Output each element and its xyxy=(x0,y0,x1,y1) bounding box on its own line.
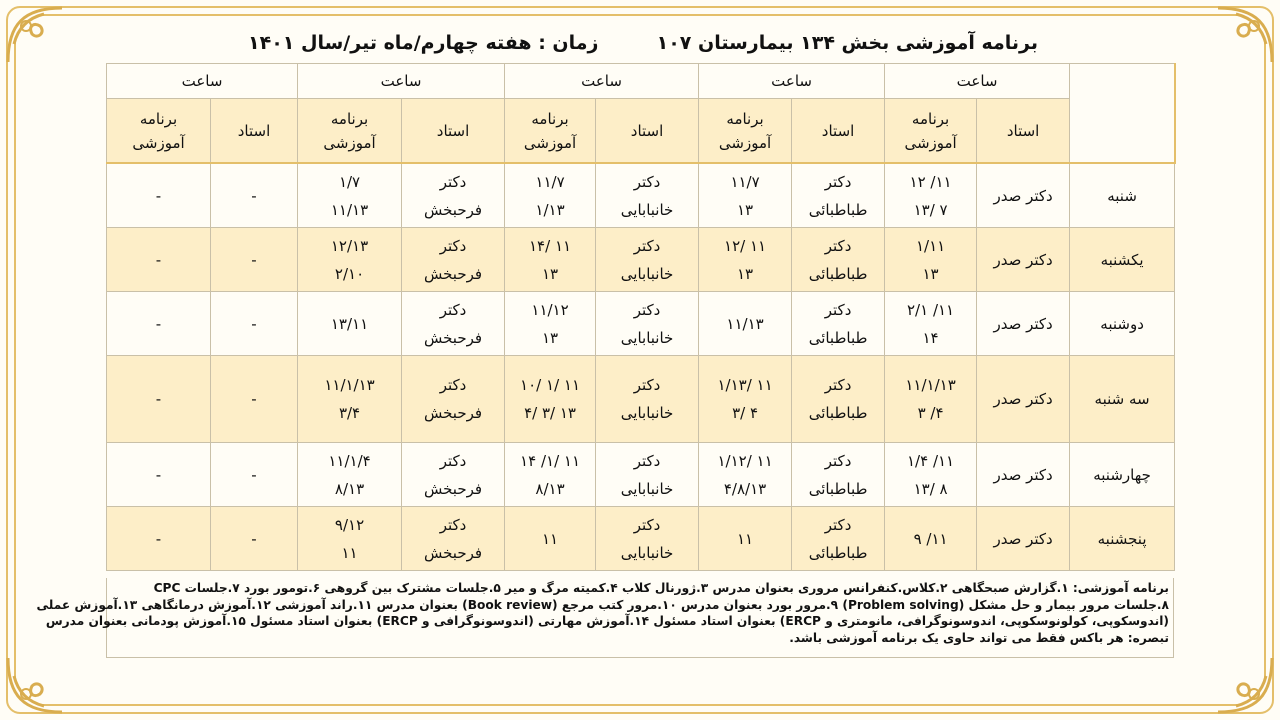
teacher-cell: دکتر فرحبخش xyxy=(402,163,505,228)
frame-left-rule xyxy=(14,40,16,680)
program-header: برنامه آموزشی xyxy=(505,99,596,164)
teacher-cell: - xyxy=(211,356,298,443)
teacher-cell: دکتر صدر xyxy=(977,163,1070,228)
hour-header: ساعت xyxy=(885,64,1070,99)
footnote-line: برنامه آموزشی: ۱.گزارش صبحگاهی ۲.کلاس.کنفرانس مروری بعنوان مدرس ۳.ژورنال کلاب ۴.کمیته مرگ و میر ۵.جلسات مشترک بین گروهی ۶.تومور بورد ۷.جلسات CPC xyxy=(153,581,1169,595)
teacher-cell: دکتر صدر xyxy=(977,292,1070,356)
program-cell: ۱۱/۷ ۱/۱۳ xyxy=(505,163,596,228)
program-cell: ۱/۷ ۱۱/۱۳ xyxy=(298,163,402,228)
teacher-cell: دکتر فرحبخش xyxy=(402,356,505,443)
teacher-cell: - xyxy=(211,443,298,507)
ornament-top-left xyxy=(4,4,66,66)
teacher-cell: دکتر خانبابایی xyxy=(596,163,699,228)
program-cell: ۱۱ /۱ /۱۰ ۱۳ /۳ /۴ xyxy=(505,356,596,443)
schedule-table-wrap xyxy=(106,63,1176,571)
teacher-cell: دکتر طباطبائی xyxy=(792,228,885,292)
program-cell: - xyxy=(107,356,211,443)
teacher-header: استاد xyxy=(402,99,505,164)
teacher-cell: دکتر صدر xyxy=(977,443,1070,507)
footnote-line: (اندوسکوپی، کولونوسکوپی، اندوسونوگرافی، مانومتری و ERCP) بعنوان استاد مسئول ۱۴.آموزش مهارتی (اندوسونوگرافی و ERCP) بعنوان استاد مسئول ۱۵.آموزش پودمانی بعنوان مدرس xyxy=(45,614,1169,628)
day-cell: دوشنبه xyxy=(1070,292,1175,356)
program-cell: ۱۱ xyxy=(699,507,792,571)
day-cell: شنبه xyxy=(1070,163,1175,228)
teacher-cell: دکتر فرحبخش xyxy=(402,228,505,292)
program-header: برنامه آموزشی xyxy=(298,99,402,164)
day-row xyxy=(107,507,1175,571)
program-header: برنامه آموزشی xyxy=(699,99,792,164)
day-row xyxy=(107,292,1175,356)
program-cell: ۱۱/۱۲ ۱۳ xyxy=(505,292,596,356)
teacher-cell: دکتر صدر xyxy=(977,507,1070,571)
ornament-bottom-left xyxy=(4,654,66,716)
day-cell: پنجشنبه xyxy=(1070,507,1175,571)
teacher-header: استاد xyxy=(596,99,699,164)
teacher-cell: دکتر خانبابایی xyxy=(596,443,699,507)
day-row xyxy=(107,443,1175,507)
program-cell: ۱/۱۱ ۱۳ xyxy=(885,228,977,292)
program-cell: - xyxy=(107,443,211,507)
program-cell: ۱۱/۷ ۱۳ xyxy=(699,163,792,228)
program-cell: ۱۱ /۱۲ ۱۳ xyxy=(699,228,792,292)
teacher-cell: دکتر خانبابایی xyxy=(596,292,699,356)
teacher-cell: - xyxy=(211,507,298,571)
teacher-header: استاد xyxy=(977,99,1070,164)
ornament-top-right xyxy=(1214,4,1276,66)
hour-header-row xyxy=(107,64,1175,99)
blank-header-cell xyxy=(1070,64,1175,164)
program-cell: ۱۲/۱۳ ۲/۱۰ xyxy=(298,228,402,292)
day-cell: چهارشنبه xyxy=(1070,443,1175,507)
footnote-line: ۸.جلسات مرور بیمار و حل مشکل (Problem solving) ۹.مرور بورد بعنوان مدرس ۱۰.مرور کتب مرجع (Book review) بعنوان مدرس ۱۱.راند آموزشی ۱۲.آموزش درمانگاهی ۱۳.آموزش عملی xyxy=(36,597,1169,612)
day-cell: سه شنبه xyxy=(1070,356,1175,443)
teacher-cell: دکتر صدر xyxy=(977,228,1070,292)
day-row xyxy=(107,356,1175,443)
hour-header: ساعت xyxy=(505,64,699,99)
teacher-cell: دکتر صدر xyxy=(977,356,1070,443)
frame-right-rule xyxy=(1264,40,1266,680)
ornament-bottom-right xyxy=(1214,654,1276,716)
program-cell: ۱۱ /۱/۱۲ ۴/۸/۱۳ xyxy=(699,443,792,507)
program-cell: - xyxy=(107,163,211,228)
teacher-cell: دکتر طباطبائی xyxy=(792,443,885,507)
program-cell: - xyxy=(107,507,211,571)
program-header: برنامه آموزشی xyxy=(107,99,211,164)
program-cell: ۱۱ xyxy=(505,507,596,571)
teacher-cell: - xyxy=(211,228,298,292)
day-row xyxy=(107,163,1175,228)
schedule-time: زمان : هفته چهارم/ماه تیر/سال ۱۴۰۱ xyxy=(248,32,599,54)
footnote-box xyxy=(36,578,1174,658)
teacher-cell: دکتر فرحبخش xyxy=(402,292,505,356)
program-cell: ۱۱/۱/۱۳ ۴/ ۳ xyxy=(885,356,977,443)
program-cell: ۱۱/۱/۱۳ ۳/۴ xyxy=(298,356,402,443)
teacher-cell: دکتر خانبابایی xyxy=(596,228,699,292)
program-cell: ۱۱ /۱/ ۱۴ ۸/۱۳ xyxy=(505,443,596,507)
teacher-header: استاد xyxy=(211,99,298,164)
hour-header: ساعت xyxy=(107,64,298,99)
program-cell: ۱۱/ ۱۲ ۷ /۱۳ xyxy=(885,163,977,228)
teacher-cell: دکتر فرحبخش xyxy=(402,443,505,507)
hour-header: ساعت xyxy=(298,64,505,99)
teacher-cell: - xyxy=(211,292,298,356)
program-cell: ۱۱ /۱۴ ۱۳ xyxy=(505,228,596,292)
day-cell: یکشنبه xyxy=(1070,228,1175,292)
page-title: برنامه آموزشی بخش ۱۳۴ بیمارستان ۱۰۷ xyxy=(656,32,1038,54)
program-cell: ۹/۱۲ ۱۱ xyxy=(298,507,402,571)
teacher-cell: - xyxy=(211,163,298,228)
teacher-cell: دکتر فرحبخش xyxy=(402,507,505,571)
program-cell: ۱۱/۱/۴ ۸/۱۳ xyxy=(298,443,402,507)
subheader-row xyxy=(107,99,1175,164)
teacher-cell: دکتر طباطبائی xyxy=(792,163,885,228)
teacher-cell: دکتر خانبابایی xyxy=(596,356,699,443)
program-cell: ۱۱/ ۱/۴ ۸ /۱۳ xyxy=(885,443,977,507)
program-cell: ۱۱ /۱/۱۳ ۴ /۳ xyxy=(699,356,792,443)
teacher-cell: دکتر خانبابایی xyxy=(596,507,699,571)
teacher-cell: دکتر طباطبائی xyxy=(792,507,885,571)
day-row xyxy=(107,228,1175,292)
program-cell: ۱۱/ ۹ xyxy=(885,507,977,571)
teacher-cell: دکتر طباطبائی xyxy=(792,356,885,443)
program-cell: - xyxy=(107,228,211,292)
program-cell: - xyxy=(107,292,211,356)
program-cell: ۱۱/ ۲/۱ ۱۴ xyxy=(885,292,977,356)
schedule-table xyxy=(106,63,1176,571)
teacher-header: استاد xyxy=(792,99,885,164)
program-cell: ۱۳/۱۱ xyxy=(298,292,402,356)
program-header: برنامه آموزشی xyxy=(885,99,977,164)
hour-header: ساعت xyxy=(699,64,885,99)
footnote-line: تبصره: هر باکس فقط می تواند حاوی یک برنامه آموزشی باشد. xyxy=(789,630,1169,645)
program-cell: ۱۱/۱۳ xyxy=(699,292,792,356)
teacher-cell: دکتر طباطبائی xyxy=(792,292,885,356)
